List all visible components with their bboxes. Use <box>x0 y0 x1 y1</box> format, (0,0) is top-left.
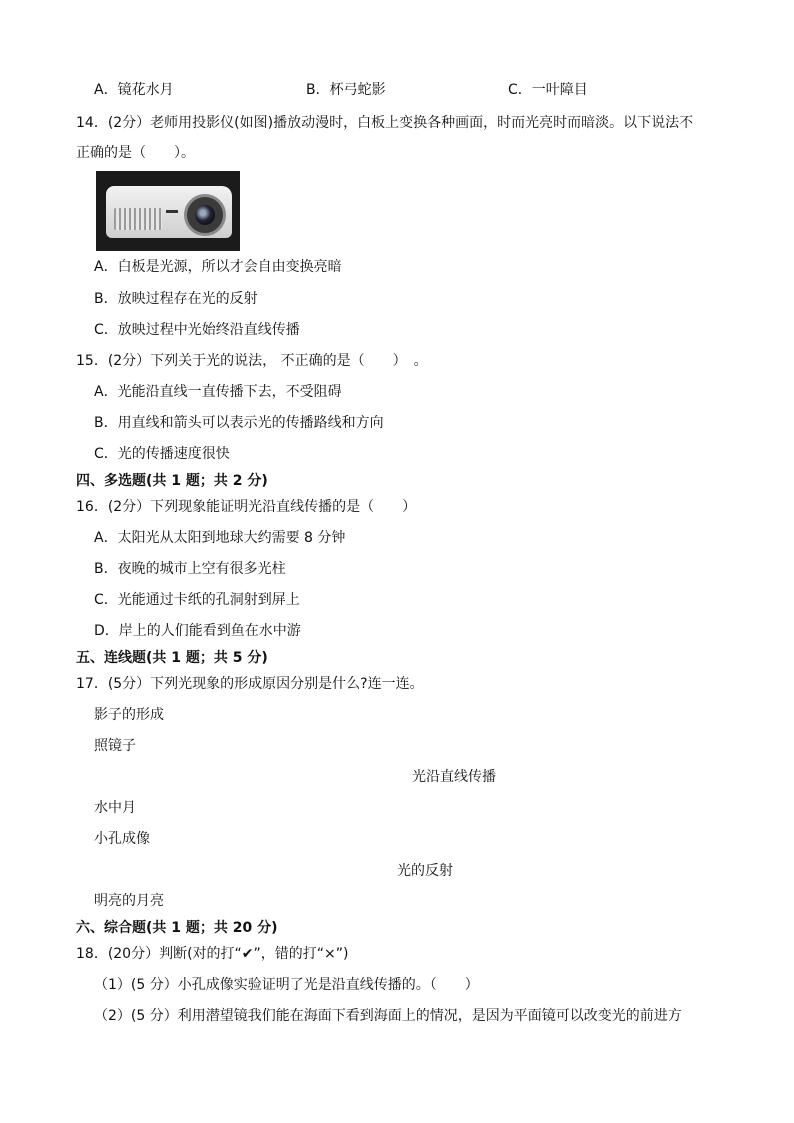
q13-option-b[interactable]: B．杯弓蛇影 <box>306 82 386 98</box>
lens-glass <box>195 205 215 225</box>
q17-stem: 17．(5分）下列光现象的形成原因分别是什么?连一连。 <box>76 676 424 692</box>
q14-stem-line2: 正确的是（ ）。 <box>76 145 195 161</box>
q18-sub2: （2）(5 分）利用潜望镜我们能在海面下看到海面上的情况，是因为平面镜可以改变光的前进方 <box>94 1008 682 1024</box>
projector-logo <box>166 210 178 213</box>
q15-stem: 15．(2分）下列关于光的说法， 不正确的是（ ） 。 <box>76 353 428 369</box>
q15-option-b[interactable]: B．用直线和箭头可以表示光的传播路线和方向 <box>94 415 384 431</box>
q17-left-item-2[interactable]: 照镜子 <box>94 738 136 754</box>
q15-option-c[interactable]: C．光的传播速度很快 <box>94 446 230 462</box>
q13-option-a[interactable]: A．镜花水月 <box>94 82 174 98</box>
q13-option-c[interactable]: C．一叶障目 <box>508 82 588 98</box>
q16-option-c[interactable]: C．光能通过卡纸的孔洞射到屏上 <box>94 592 300 608</box>
projector-lens-icon <box>184 194 226 236</box>
q14-option-b[interactable]: B．放映过程存在光的反射 <box>94 291 258 307</box>
q14-option-c[interactable]: C．放映过程中光始终沿直线传播 <box>94 322 300 338</box>
section-5-title: 五、连线题(共 1 题；共 5 分) <box>76 650 268 666</box>
projector-vents <box>114 208 162 230</box>
q17-left-item-4[interactable]: 小孔成像 <box>94 831 150 847</box>
q15-option-a[interactable]: A．光能沿直线一直传播下去，不受阻碍 <box>94 384 342 400</box>
section-4-title: 四、多选题(共 1 题；共 2 分) <box>76 473 268 489</box>
projector-image <box>96 171 240 251</box>
q14-option-a[interactable]: A．白板是光源，所以才会自由变换亮暗 <box>94 259 342 275</box>
q17-right-item-1[interactable]: 光沿直线传播 <box>412 769 496 785</box>
projector-body <box>106 186 232 238</box>
section-6-title: 六、综合题(共 1 题；共 20 分) <box>76 920 278 936</box>
q17-left-item-3[interactable]: 水中月 <box>94 800 136 816</box>
q13-options <box>94 80 654 100</box>
q17-left-item-1[interactable]: 影子的形成 <box>94 707 164 723</box>
q16-option-d[interactable]: D．岸上的人们能看到鱼在水中游 <box>94 623 301 639</box>
q17-left-item-5[interactable]: 明亮的月亮 <box>94 893 164 909</box>
q17-right-item-2[interactable]: 光的反射 <box>397 863 453 879</box>
q18-stem: 18．(20分）判断(对的打“✔”，错的打“×”) <box>76 946 349 962</box>
q14-stem-line1: 14．(2分）老师用投影仪(如图)播放动漫时，白板上变换各种画面，时而光亮时而暗淡。以下说法不 <box>76 115 694 131</box>
q16-option-b[interactable]: B．夜晚的城市上空有很多光柱 <box>94 561 286 577</box>
q18-sub1: （1）(5 分）小孔成像实验证明了光是沿直线传播的。（ ） <box>94 977 479 993</box>
q16-stem: 16．(2分）下列现象能证明光沿直线传播的是（ ） <box>76 499 417 515</box>
q16-option-a[interactable]: A．太阳光从太阳到地球大约需要 8 分钟 <box>94 530 346 546</box>
